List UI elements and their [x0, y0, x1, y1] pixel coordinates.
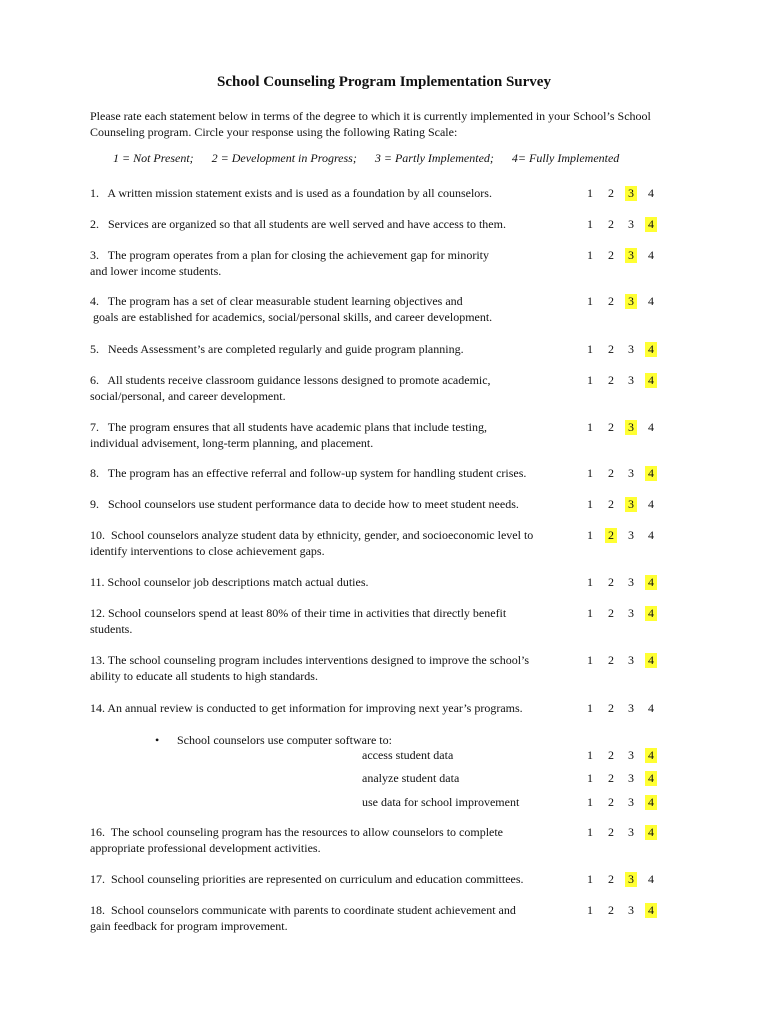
- software-subitem: analyze student data: [362, 771, 460, 785]
- intro-line: Counseling program. Circle your response using the following Rating Scale:: [90, 125, 458, 139]
- item-items-11-rating-2[interactable]: 2: [608, 606, 614, 620]
- item-items2-0-rating-3[interactable]: 3: [628, 825, 634, 839]
- item-items-0-rating-2[interactable]: 2: [608, 186, 614, 200]
- survey-item: [90, 186, 590, 202]
- item-items-5-rating-3[interactable]: 3: [628, 373, 634, 387]
- survey-item-text: 18. School counselors communicate with parents to coordinate student achievement and: [90, 903, 516, 917]
- scale-4: 4= Fully Implemented: [511, 151, 620, 165]
- software-0-rating-3[interactable]: 3: [628, 748, 634, 762]
- item-items-10-rating-1[interactable]: 1: [587, 575, 593, 589]
- item-items-7-rating-2[interactable]: 2: [608, 466, 614, 480]
- document-title: School Counseling Program Implementation Survey: [217, 74, 551, 90]
- item-items-2-rating-2[interactable]: 2: [608, 248, 614, 262]
- survey-item: [90, 528, 590, 559]
- survey-item-text: 14. An annual review is conducted to get information for improving next year’s programs.: [90, 701, 523, 715]
- item-items-3-rating-4[interactable]: 4: [648, 294, 654, 308]
- software-1-rating-1[interactable]: 1: [587, 771, 593, 785]
- survey-item-text: individual advisement, long-term planning, and placement.: [90, 435, 374, 450]
- item-items2-2-rating-1[interactable]: 1: [587, 903, 593, 917]
- item-items-10-rating-3[interactable]: 3: [628, 575, 634, 589]
- software-0-rating-1[interactable]: 1: [587, 748, 593, 762]
- item-items-6-rating-1[interactable]: 1: [587, 420, 593, 434]
- item-items-12-rating-4-selected[interactable]: 4: [645, 653, 657, 668]
- item-items-5-rating-4-selected[interactable]: 4: [645, 373, 657, 388]
- item-items2-1-rating-3-selected[interactable]: 3: [625, 872, 637, 887]
- survey-item-text: 13. The school counseling program includes interventions designed to improve the school’s: [90, 653, 530, 667]
- item-items-7-rating-4-selected[interactable]: 4: [645, 466, 657, 481]
- survey-item-text: 10. School counselors analyze student data by ethnicity, gender, and socioeconomic level to: [90, 528, 534, 542]
- survey-item-text: 2. Services are organized so that all students are well served and have access to them.: [90, 217, 506, 231]
- item-items-6-rating-3-selected[interactable]: 3: [625, 420, 637, 435]
- survey-item: [90, 248, 590, 279]
- software-subitem: use data for school improvement: [362, 795, 520, 809]
- item-items2-1-rating-2[interactable]: 2: [608, 872, 614, 886]
- bullet-icon: •: [155, 733, 160, 747]
- survey-item-text: goals are established for academics, social/personal skills, and career development.: [90, 309, 493, 324]
- survey-item-text: gain feedback for program improvement.: [90, 918, 288, 933]
- rating-scale: [113, 151, 619, 166]
- item-items-6-rating-4[interactable]: 4: [648, 420, 654, 434]
- software-1-rating-2[interactable]: 2: [608, 771, 614, 785]
- survey-item-text: students.: [90, 621, 133, 636]
- item-items2-1-rating-1[interactable]: 1: [587, 872, 593, 886]
- item-items-7-rating-1[interactable]: 1: [587, 466, 593, 480]
- survey-item: [90, 420, 590, 451]
- software-2-rating-4-selected[interactable]: 4: [645, 795, 657, 810]
- item-items-1-rating-2[interactable]: 2: [608, 217, 614, 231]
- software-1-rating-3[interactable]: 3: [628, 771, 634, 785]
- software-section-label: School counselors use computer software to:: [177, 733, 392, 747]
- item-items2-2-rating-4-selected[interactable]: 4: [645, 903, 657, 918]
- survey-item-text: 8. The program has an effective referral and follow-up system for handling student crises.: [90, 466, 527, 480]
- item-items-11-rating-4-selected[interactable]: 4: [645, 606, 657, 621]
- item-items-0-rating-3-selected[interactable]: 3: [625, 186, 637, 201]
- survey-item: [90, 872, 590, 888]
- item-items-2-rating-4[interactable]: 4: [648, 248, 654, 262]
- survey-item-text: 6. All students receive classroom guidance lessons designed to promote academic,: [90, 373, 491, 387]
- item-items-3-rating-3-selected[interactable]: 3: [625, 294, 637, 309]
- survey-item-text: ability to educate all students to high standards.: [90, 668, 318, 683]
- survey-item: [90, 903, 590, 934]
- software-2-rating-2[interactable]: 2: [608, 795, 614, 809]
- item-items-8-rating-4[interactable]: 4: [648, 497, 654, 511]
- survey-item-text: 16. The school counseling program has the resources to allow counselors to complete: [90, 825, 504, 839]
- survey-item-text: appropriate professional development activities.: [90, 840, 321, 855]
- item-items-9-rating-2-selected[interactable]: 2: [605, 528, 617, 543]
- item-items2-2-rating-3[interactable]: 3: [628, 903, 634, 917]
- survey-item: [90, 653, 590, 684]
- survey-item: [90, 373, 590, 404]
- item-items-5-rating-1[interactable]: 1: [587, 373, 593, 387]
- item-items-6-rating-2[interactable]: 2: [608, 420, 614, 434]
- item-items-1-rating-4-selected[interactable]: 4: [645, 217, 657, 232]
- survey-item-text: and lower income students.: [90, 263, 222, 278]
- item-items-1-rating-1[interactable]: 1: [587, 217, 593, 231]
- item-items-13-rating-3[interactable]: 3: [628, 701, 634, 715]
- item-items-2-rating-3-selected[interactable]: 3: [625, 248, 637, 263]
- item-items-9-rating-4[interactable]: 4: [648, 528, 654, 542]
- item-items-8-rating-3-selected[interactable]: 3: [625, 497, 637, 512]
- survey-item-text: 5. Needs Assessment’s are completed regularly and guide program planning.: [90, 342, 464, 356]
- item-items-12-rating-3[interactable]: 3: [628, 653, 634, 667]
- item-items-12-rating-1[interactable]: 1: [587, 653, 593, 667]
- intro-line: Please rate each statement below in terms of the degree to which it is currently implemented in your School’s School: [90, 109, 651, 123]
- software-2-rating-1[interactable]: 1: [587, 795, 593, 809]
- survey-item-text: 1. A written mission statement exists and is used as a foundation by all counselors.: [90, 186, 492, 200]
- item-items-8-rating-2[interactable]: 2: [608, 497, 614, 511]
- survey-item: [90, 466, 590, 482]
- item-items-0-rating-1[interactable]: 1: [587, 186, 593, 200]
- software-0-rating-4-selected[interactable]: 4: [645, 748, 657, 763]
- item-items-10-rating-4-selected[interactable]: 4: [645, 575, 657, 590]
- survey-item-text: 4. The program has a set of clear measurable student learning objectives and: [90, 294, 463, 308]
- survey-item: [90, 497, 590, 513]
- survey-item: [90, 701, 590, 717]
- item-items-4-rating-4-selected[interactable]: 4: [645, 342, 657, 357]
- scale-2: 2 = Development in Progress;: [211, 151, 357, 165]
- survey-item-text: 12. School counselors spend at least 80% of their time in activities that directly benefit: [90, 606, 507, 620]
- item-items2-0-rating-4-selected[interactable]: 4: [645, 825, 657, 840]
- item-items-13-rating-2[interactable]: 2: [608, 701, 614, 715]
- survey-item-text: 17. School counseling priorities are represented on curriculum and education committees.: [90, 872, 524, 886]
- survey-item-text: identify interventions to close achievement gaps.: [90, 543, 325, 558]
- scale-1: 1 = Not Present;: [113, 151, 194, 165]
- survey-item-text: social/personal, and career development.: [90, 388, 286, 403]
- item-items-7-rating-3[interactable]: 3: [628, 466, 634, 480]
- software-0-rating-2[interactable]: 2: [608, 748, 614, 762]
- item-items-13-rating-4[interactable]: 4: [648, 701, 654, 715]
- item-items-13-rating-1[interactable]: 1: [587, 701, 593, 715]
- item-items2-1-rating-4[interactable]: 4: [648, 872, 654, 886]
- software-subitem: access student data: [362, 748, 454, 762]
- item-items-4-rating-1[interactable]: 1: [587, 342, 593, 356]
- item-items-2-rating-1[interactable]: 1: [587, 248, 593, 262]
- item-items-3-rating-1[interactable]: 1: [587, 294, 593, 308]
- item-items-1-rating-3[interactable]: 3: [628, 217, 634, 231]
- item-items2-2-rating-2[interactable]: 2: [608, 903, 614, 917]
- item-items-9-rating-1[interactable]: 1: [587, 528, 593, 542]
- software-2-rating-3[interactable]: 3: [628, 795, 634, 809]
- survey-item-text: 3. The program operates from a plan for closing the achievement gap for minority: [90, 248, 489, 262]
- item-items-9-rating-3[interactable]: 3: [628, 528, 634, 542]
- survey-item: [90, 606, 590, 637]
- survey-item-text: 7. The program ensures that all students have academic plans that include testing,: [90, 420, 487, 434]
- survey-item-text: 9. School counselors use student performance data to decide how to meet student needs.: [90, 497, 519, 511]
- survey-item: [90, 294, 590, 325]
- item-items-0-rating-4[interactable]: 4: [648, 186, 654, 200]
- survey-item: [90, 825, 590, 856]
- item-items-11-rating-1[interactable]: 1: [587, 606, 593, 620]
- survey-item: [90, 217, 590, 233]
- survey-item: [90, 342, 590, 358]
- item-items-5-rating-2[interactable]: 2: [608, 373, 614, 387]
- item-items2-0-rating-1[interactable]: 1: [587, 825, 593, 839]
- scale-3: 3 = Partly Implemented;: [374, 151, 494, 165]
- software-1-rating-4-selected[interactable]: 4: [645, 771, 657, 786]
- intro-paragraph: [90, 108, 670, 140]
- survey-item-text: 11. School counselor job descriptions match actual duties.: [90, 575, 369, 589]
- item-items-3-rating-2[interactable]: 2: [608, 294, 614, 308]
- survey-item: [90, 575, 590, 591]
- item-items-12-rating-2[interactable]: 2: [608, 653, 614, 667]
- item-items2-0-rating-2[interactable]: 2: [608, 825, 614, 839]
- item-items-8-rating-1[interactable]: 1: [587, 497, 593, 511]
- item-items-4-rating-2[interactable]: 2: [608, 342, 614, 356]
- item-items-4-rating-3[interactable]: 3: [628, 342, 634, 356]
- item-items-10-rating-2[interactable]: 2: [608, 575, 614, 589]
- item-items-11-rating-3[interactable]: 3: [628, 606, 634, 620]
